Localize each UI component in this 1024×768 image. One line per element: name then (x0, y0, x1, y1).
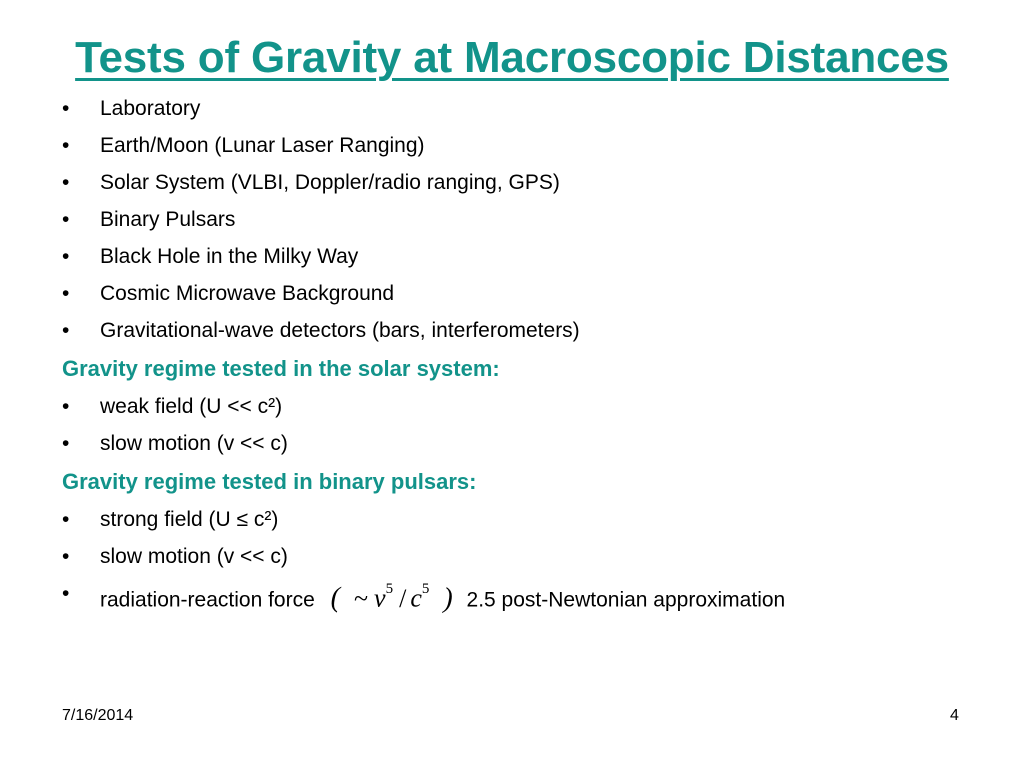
bullet-icon: • (62, 208, 70, 231)
bullet-item (62, 312, 1002, 349)
formula-close-paren: ) (443, 582, 453, 614)
bullet-icon: • (62, 432, 70, 455)
formula-slash: / (399, 583, 407, 613)
bullet-item (62, 575, 1002, 612)
formula-open-paren: ( (330, 582, 340, 614)
bullet-item (62, 538, 1002, 575)
bullet-text: slow motion (v << c) (100, 432, 288, 455)
bullet-text: Solar System (VLBI, Doppler/radio ranging, GPS) (100, 171, 560, 194)
bullet-item (62, 388, 1002, 425)
footer-date: 7/16/2014 (62, 707, 134, 724)
bullet-text: strong field (U ≤ c²) (100, 508, 279, 531)
bullet-text: Gravitational-wave detectors (bars, interferometers) (100, 319, 580, 342)
bullet-item (62, 501, 1002, 538)
bullet-text: slow motion (v << c) (100, 545, 288, 568)
bullet-text: Earth/Moon (Lunar Laser Ranging) (100, 134, 425, 157)
bullet-icon: • (62, 282, 70, 305)
bullet-item (62, 275, 1002, 312)
bullet-text: Laboratory (100, 97, 201, 120)
bullet-text: Black Hole in the Milky Way (100, 245, 359, 268)
bullet-item (62, 238, 1002, 275)
bullet-text: Cosmic Microwave Background (100, 282, 395, 305)
bullet-item (62, 425, 1002, 462)
slide-title: Tests of Gravity at Macroscopic Distances (75, 33, 949, 82)
bullet-icon: • (62, 134, 70, 157)
solar-system-heading: Gravity regime tested in the solar system: (62, 356, 500, 381)
bullet-item (62, 90, 1002, 127)
radiation-reaction-suffix: 2.5 post-Newtonian approximation (466, 588, 786, 612)
radiation-reaction-formula (331, 575, 453, 617)
bullet-icon: • (62, 319, 70, 342)
radiation-reaction-label: radiation-reaction force (100, 588, 315, 612)
page-number: 4 (950, 707, 959, 724)
bullet-text: Binary Pulsars (100, 208, 236, 231)
bullet-icon: • (62, 508, 70, 531)
bullet-icon: • (62, 545, 70, 568)
formula-c-exponent: 5 (421, 581, 430, 597)
formula-tilde: ~ (353, 583, 369, 613)
bullet-text: weak field (U << c²) (100, 395, 283, 418)
bullet-icon: • (62, 245, 70, 268)
bullet-icon: • (62, 395, 70, 418)
formula-v: v (374, 583, 386, 613)
bullet-item (62, 164, 1002, 201)
binary-pulsars-heading: Gravity regime tested in binary pulsars: (62, 469, 477, 494)
slide-content (62, 90, 1002, 612)
radiation-reaction-line (100, 575, 785, 619)
bullet-item (62, 201, 1002, 238)
bullet-icon: • (62, 582, 70, 605)
bullet-icon: • (62, 97, 70, 120)
bullet-icon: • (62, 171, 70, 194)
bullet-item (62, 127, 1002, 164)
formula-c: c (410, 583, 422, 613)
formula-v-exponent: 5 (385, 581, 394, 597)
